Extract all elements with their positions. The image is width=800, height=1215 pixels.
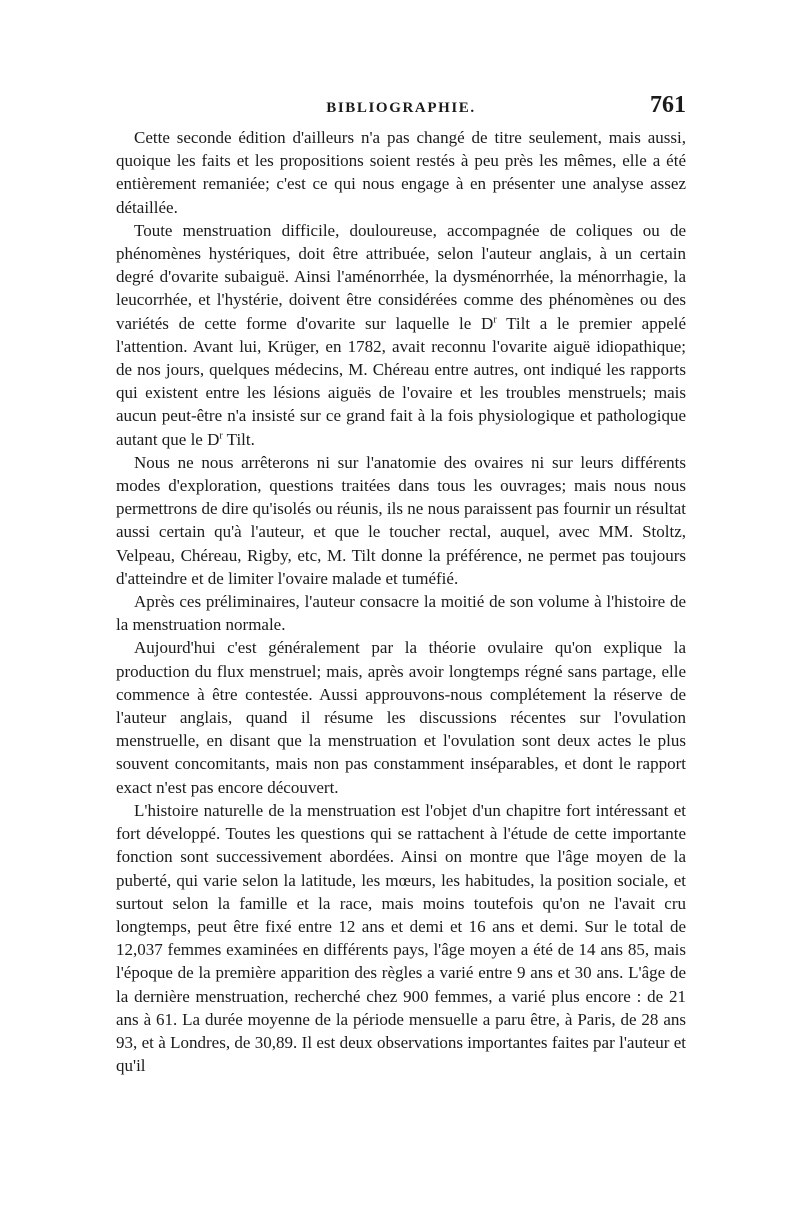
- paragraph-3-text: Nous ne nous arrêterons ni sur l'anatomie des ovaires ni sur leurs différents modes d'exploration, questions traitées dans tous les ouvrages; mais nous nous permettrons de dire qu'isolés ou réunis, ils ne nous paraissent pas fournir un résultat aussi certain qu'à l'auteur, et que le toucher rectal, auquel, avec MM. Stoltz, Velpeau, Chéreau, Rigby, etc, M. Tilt donne la préférence, ne permet pas toujours d'atteindre et de limiter l'ovaire malade et tuméfié.: [116, 452, 686, 588]
- paragraph-6-text: L'histoire naturelle de la menstruation est l'objet d'un chapitre fort intéressant et fort développé. Toutes les questions qui se rattachent à l'étude de cette importante fonction sont successivement abordées. Ainsi on montre que l'âge moyen de la puberté, qui varie selon la latitude, les mœurs, les habitudes, la position sociale, et surtout selon la famille et la race, mais moins toutefois qu'on ne l'avait cru longtemps, peut être fixé entre 12 ans et demi et 16 ans et demi. Sur le total de 12,037 femmes examinées en différents pays, l'âge moyen a été de 14 ans 85, mais l'époque de la première apparition des règles a varié entre 9 ans et 30 ans. L'âge de la dernière menstruation, recherché chez 900 femmes, a varié plus encore : de 21 ans à 61. La durée moyenne de la période mensuelle a paru être, à Paris, de 28 ans 93, et à Londres, de 30,89. Il est deux observations importantes faites par l'auteur et qu'il: [116, 800, 686, 1076]
- paragraph-6: [116, 799, 686, 1077]
- paragraph-5: [116, 636, 686, 798]
- paragraph-2-text-a: Toute menstruation difficile, douloureuse, accompagnée de coliques ou de phénomènes hystériques, doit être attribuée, selon l'auteur anglais, à un certain degré d'ovarite subaiguë. Ainsi l'aménorrhée, la dysménorrhée, la ménorrhagie, la leucorrhée, et l'hystérie, doivent être considérées comme des phénomènes ou des variétés de cette forme d'ovarite sur laquelle le D: [116, 220, 686, 333]
- doctor-superscript: r: [493, 313, 497, 325]
- paragraph-1: [116, 126, 686, 219]
- running-title: BIBLIOGRAPHIE.: [326, 100, 476, 116]
- paragraph-1-text: Cette seconde édition d'ailleurs n'a pas changé de titre seulement, mais aussi, quoique les faits et les propositions soient restés à peu près les mêmes, elle a été entièrement remaniée; c'est ce qui nous engage à en présenter une analyse assez détaillée.: [116, 128, 686, 217]
- paragraph-4: [116, 590, 686, 636]
- paragraph-5-text: Aujourd'hui c'est généralement par la théorie ovulaire qu'on explique la production du flux menstruel; mais, après avoir longtemps régné sans partage, elle commence à être contestée. Aussi approuvons-nous complétement la réserve de l'auteur anglais, quand il résume les discussions récentes sur l'ovulation menstruelle, en disant que la menstruation et l'ovulation sont deux actes le plus souvent concomitants, mais non pas constamment inséparables, et dont le rapport exact n'est pas encore découvert.: [116, 638, 686, 797]
- paragraph-2-text-b: Tilt a le premier appelé l'attention. Avant lui, Krüger, en 1782, avait reconnu l'ovarite aiguë idiopathique; de nos jours, quelques médecins, M. Chéreau entre autres, ont indiqué les rapports qui existent entre les lésions aiguës de l'ovaire et les troubles menstruels; mais aucun peut-être n'a insisté sur ce grand fait à la fois physiologique et pathologique autant que le D: [116, 313, 687, 449]
- page: [116, 92, 686, 1077]
- paragraph-4-text: Après ces préliminaires, l'auteur consacre la moitié de son volume à l'histoire de la menstruation normale.: [116, 592, 686, 635]
- paragraph-2: [116, 219, 686, 451]
- page-header: [116, 92, 686, 126]
- page-number: 761: [650, 92, 686, 118]
- doctor-superscript: r: [219, 429, 223, 441]
- paragraph-2-text-c: Tilt.: [222, 429, 255, 449]
- paragraph-3: [116, 451, 686, 590]
- body-text: [116, 126, 686, 1077]
